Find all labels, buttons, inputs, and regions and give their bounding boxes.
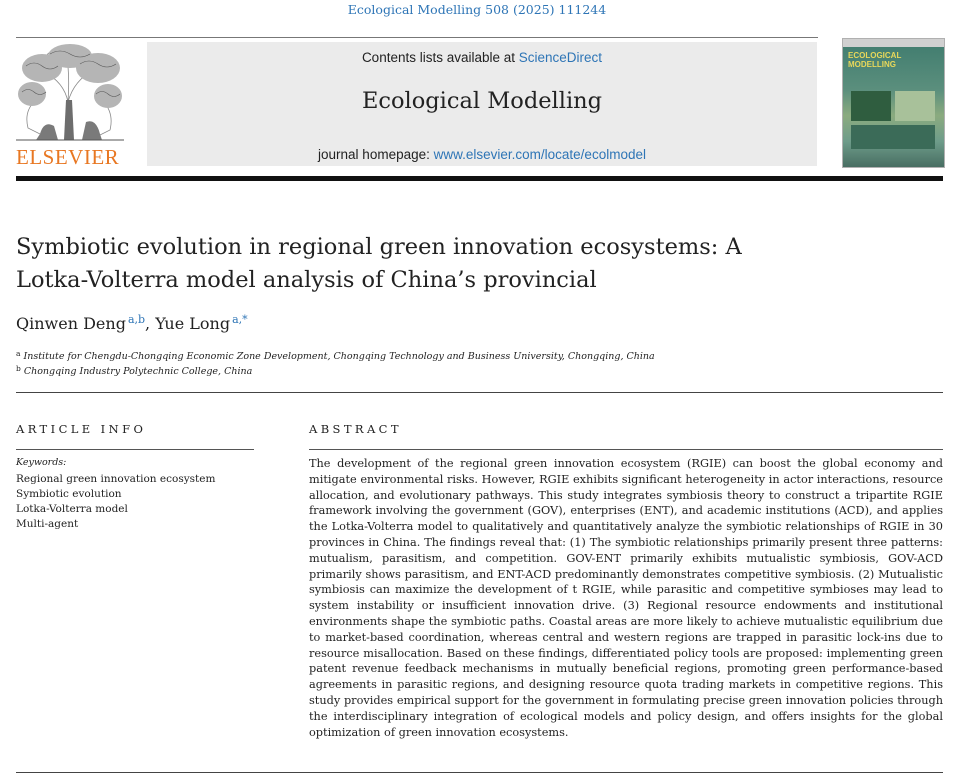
abstract-rule xyxy=(309,449,943,450)
abstract-heading: ABSTRACT xyxy=(309,422,402,436)
homepage-prefix: journal homepage: xyxy=(318,147,434,162)
author-name[interactable]: Qinwen Deng xyxy=(16,314,126,333)
section-divider xyxy=(16,392,943,393)
article-info-heading: ARTICLE INFO xyxy=(16,422,147,436)
journal-citation[interactable]: Ecological Modelling 508 (2025) 111244 xyxy=(347,2,607,17)
keyword-list xyxy=(16,472,215,532)
affiliation-text: Institute for Chengdu-Chongqing Economic Zone Development, Chongqing Technology and Business University, Chongqing, China xyxy=(23,351,655,362)
keyword-item: Symbiotic evolution xyxy=(16,488,122,500)
footer-rule xyxy=(16,772,943,773)
author-affiliation-mark[interactable]: a,b xyxy=(127,313,146,326)
cover-title: ECOLOGICAL MODELLING xyxy=(848,51,902,69)
author-name[interactable]: Yue Long xyxy=(155,314,231,333)
abstract-body: The development of the regional green innovation ecosystem (RGIE) can boost the global economy and mitigate environmental risks. However, RGIE exhibits significant heterogeneity in actor interactions, resource allocation, and evolutionary pathways. This study integrates symbiosis theory to construct a tripartite RGIE framework involving the government (GOV), enterprises (ENT), and academic institutions (ACD), and applies the Lotka-Volterra model to qualitatively and quantitatively analyze the symbiotic relationships of RGIE in 30 provinces in China. The findings reveal that: (1) The symbiotic relationships primarily present three patterns: mutualism, parasitism, and competition. GOV-ENT primarily exhibits mutualistic symbiosis, GOV-ACD primarily shows parasitism, and ENT-ACD predominantly demonstrates competitive symbiosis. (2) Mutualistic symbiosis can maximize the development of t RGIE, while parasitic and competitive symbioses may lead to system instability or insufficient innovation drive. (3) Regional resource endowments and institutional environments shape the symbiotic paths. Coastal areas are more likely to achieve mutualistic equilibrium due to market-based coordination, whereas central and western regions are trapped in parasitic lock-ins due to resource misallocation. Based on these findings, differentiated policy tools are proposed: implementing green patent revenue feedback mechanisms in mutually beneficial regions, promoting green performance-based agreements in parasitic regions, and designing resource quota trading markets in competitive regions. This study provides empirical support for the government in formulating precise green innovation policies through the interdisciplinary integration of ecological models and policy design, and offers insights for the global optimization of green innovation ecosystems. xyxy=(309,457,943,739)
cover-band xyxy=(843,39,944,47)
sciencedirect-link[interactable]: ScienceDirect xyxy=(518,50,603,65)
contents-prefix: Contents lists available at xyxy=(361,50,519,65)
journal-banner xyxy=(147,42,817,166)
article-title-line: Lotka-Volterra model analysis of China’s provincial xyxy=(16,267,597,293)
header-thick-rule xyxy=(16,176,943,181)
affiliation xyxy=(16,349,655,362)
author-affiliation-mark[interactable]: a,* xyxy=(232,313,248,326)
article-info-rule xyxy=(16,449,254,450)
homepage-line xyxy=(147,147,817,162)
author-separator: , xyxy=(145,314,156,333)
keywords-label: Keywords: xyxy=(16,457,67,468)
contents-line xyxy=(147,50,817,65)
author-list xyxy=(16,313,248,333)
elsevier-wordmark[interactable]: ELSEVIER xyxy=(16,145,120,169)
cover-photo xyxy=(851,125,935,149)
journal-cover-image[interactable] xyxy=(842,38,945,168)
article-title xyxy=(16,231,916,297)
journal-title[interactable]: Ecological Modelling xyxy=(361,88,603,114)
article-title-line: Symbiotic evolution in regional green innovation ecosystems: A xyxy=(16,234,742,260)
affiliation-mark: a xyxy=(16,349,21,358)
keyword-item: Multi-agent xyxy=(16,518,79,530)
journal-homepage-link[interactable]: www.elsevier.com/locate/ecolmodel xyxy=(433,147,646,162)
header-divider xyxy=(16,37,818,38)
cover-photo xyxy=(895,91,935,121)
affiliation-mark: b xyxy=(16,364,21,373)
affiliation xyxy=(16,364,252,377)
keyword-item: Lotka-Volterra model xyxy=(16,503,128,515)
cover-photo xyxy=(851,91,891,121)
affiliation-text: Chongqing Industry Polytechnic College, China xyxy=(23,366,253,377)
keyword-item: Regional green innovation ecosystem xyxy=(16,473,216,485)
